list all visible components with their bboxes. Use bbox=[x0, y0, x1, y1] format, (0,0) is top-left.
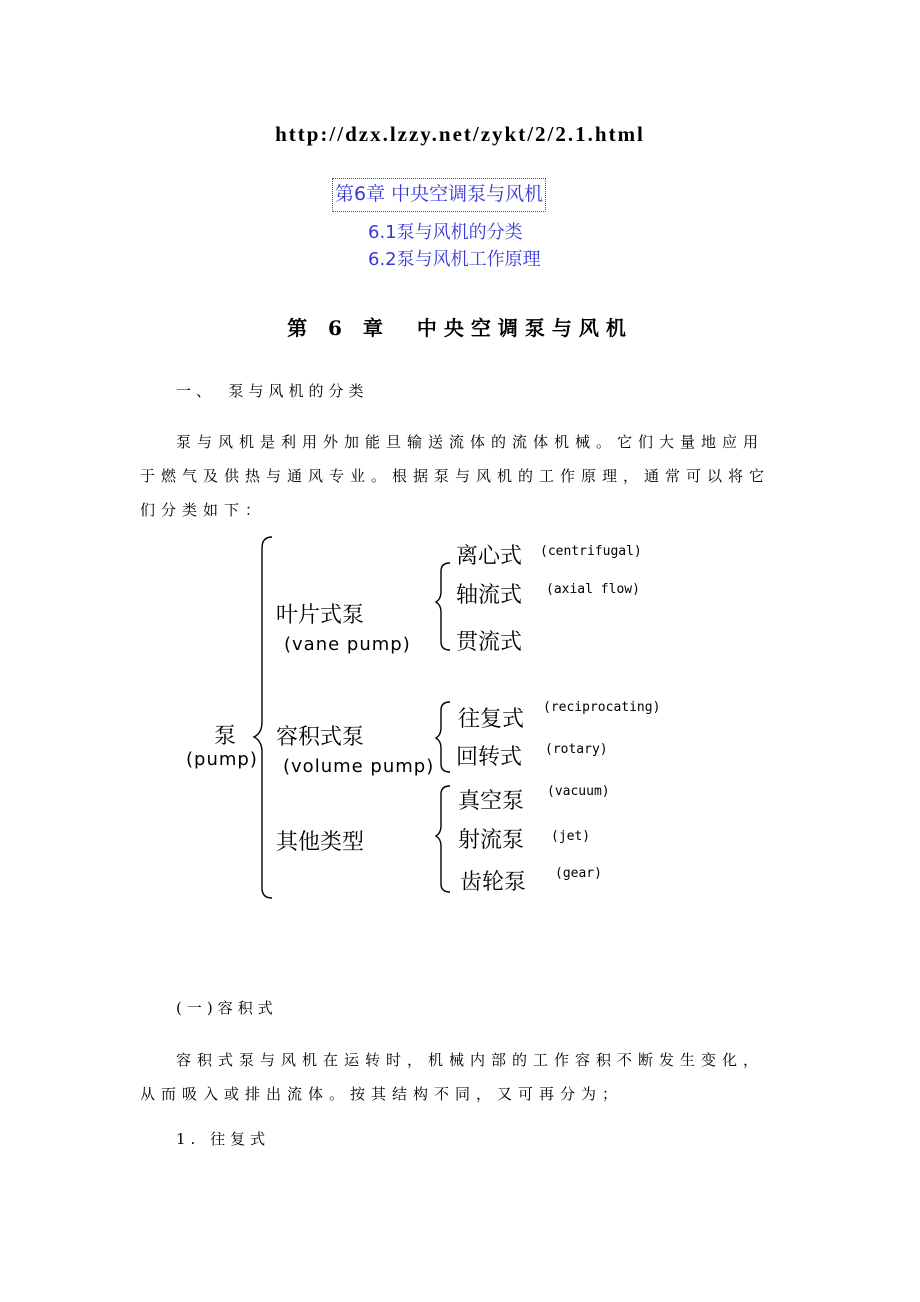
item-gear-cn: 齿轮泵 bbox=[460, 870, 527, 895]
item-axial-en: (axial flow) bbox=[546, 582, 640, 597]
group-other-cn: 其他类型 bbox=[276, 830, 365, 855]
root-cn: 泵 bbox=[214, 724, 237, 749]
item-rotary-en: (rotary) bbox=[545, 742, 608, 757]
vane-brace bbox=[436, 563, 450, 650]
volume-brace bbox=[436, 702, 450, 772]
item-vacuum-en: (vacuum) bbox=[547, 784, 610, 799]
volumetric-paragraph bbox=[140, 1043, 780, 1111]
group-vane-cn: 叶片式泵 bbox=[276, 603, 365, 628]
item-gear-en: (gear) bbox=[555, 866, 602, 881]
item-rotary-cn: 回转式 bbox=[456, 745, 523, 770]
item-centrifugal-cn: 离心式 bbox=[456, 544, 523, 569]
group-vane-en: (vane pump) bbox=[284, 634, 411, 655]
item-jet-en: (jet) bbox=[551, 829, 591, 844]
section-heading-volumetric: (一)容积式 bbox=[176, 999, 278, 1017]
intro-paragraph-text: 泵与风机是利用外加能旦输送流体的流体机械。它们大量地应用于燃气及供热与通风专业。根据泵与风机的工作原理，通常可以将它们分类如下： bbox=[140, 433, 771, 519]
item-reciprocating-en: (reciprocating) bbox=[543, 700, 661, 715]
root-brace bbox=[254, 537, 272, 898]
item-jet-cn: 射流泵 bbox=[458, 828, 525, 853]
section-heading-classification: 一、 泵与风机的分类 bbox=[176, 382, 369, 400]
group-volume-en: (volume pump) bbox=[283, 756, 435, 777]
other-brace bbox=[436, 786, 450, 892]
item-vacuum-cn: 真空泵 bbox=[458, 789, 525, 814]
chapter-title: 第 6 章 中央空调泵与风机 bbox=[287, 316, 633, 340]
root-en: (pump) bbox=[186, 749, 258, 770]
item-centrifugal-en: (centrifugal) bbox=[540, 544, 642, 559]
volumetric-paragraph-text: 容积式泵与风机在运转时，机械内部的工作容积不断发生变化，从而吸入或排出流体。按其结构不同，又可再分为； bbox=[140, 1051, 765, 1103]
item-axial-cn: 轴流式 bbox=[456, 583, 523, 608]
toc-chapter-link[interactable]: 第6章 中央空调泵与风机 bbox=[332, 178, 546, 212]
group-volume-cn: 容积式泵 bbox=[276, 725, 365, 750]
item-reciprocating-cn: 往复式 bbox=[458, 707, 525, 732]
toc-link-6-1[interactable]: 6.1泵与风机的分类 bbox=[368, 222, 523, 243]
item-crossflow-cn: 贯流式 bbox=[456, 630, 523, 655]
subheading-reciprocating: 1. 往复式 bbox=[176, 1130, 271, 1148]
page-url: http://dzx.lzzy.net/zykt/2/2.1.html bbox=[275, 122, 645, 146]
toc-link-6-2[interactable]: 6.2泵与风机工作原理 bbox=[368, 249, 541, 270]
